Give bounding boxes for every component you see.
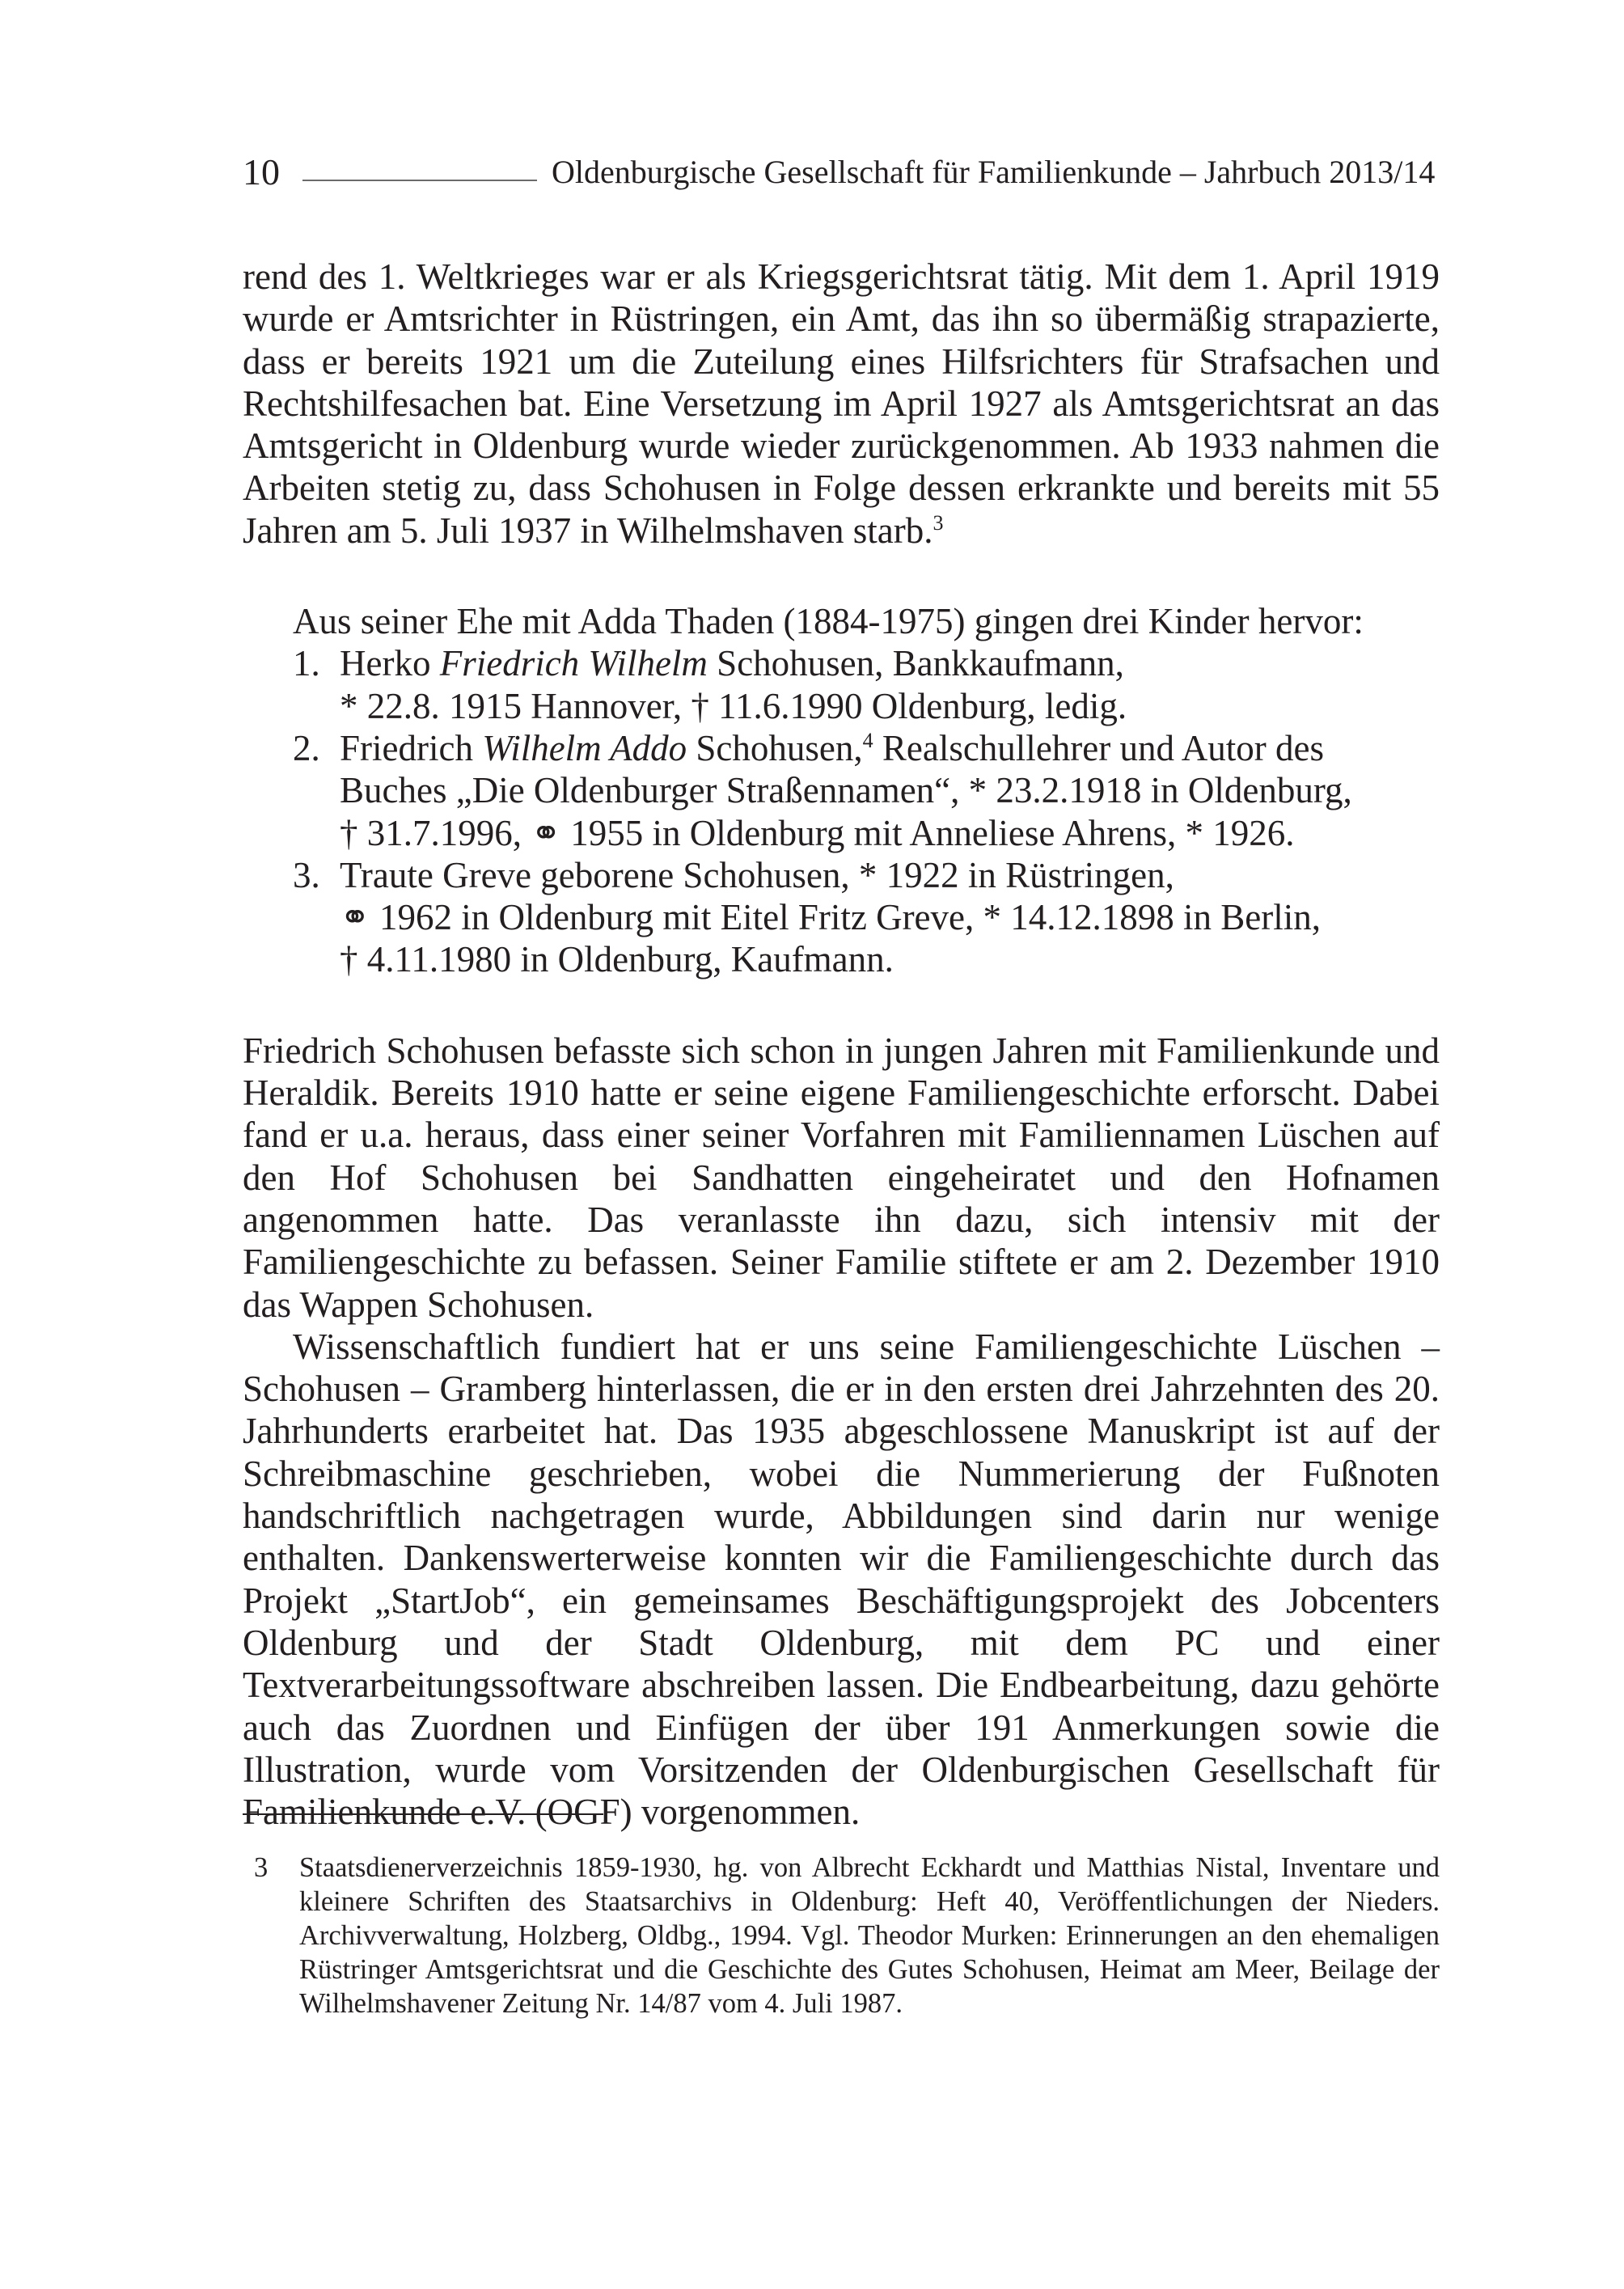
child-line: Traute Greve geborene Schohusen, * 1922 in Rüstringen, — [340, 854, 1174, 895]
paragraph-family-history: Wissenschaftlich fundiert hat er uns seine Familiengeschichte Lüschen – Schohusen – Gramberg hinterlassen, die er in den ersten drei Jahrzehnten des 20. Jahrhunderts erarbeitet hat. Das 1935 abgeschlossene Manuskript ist auf der Schreibmaschine geschrieben, wobei die Nummerierung der Fußnoten handschriftlich nachgetragen wurde, Abbildungen sind darin nur wenige enthalten. Dankenswerterweise konnten wir die Familiengeschichte durch das Projekt „StartJob“, ein gemeinsames Beschäftigungsprojekt des Jobcenters Oldenburg und der Stadt Oldenburg, mit dem PC und einer Textverarbeitungssoftware abschreiben lassen. Die Endbearbeitung, dazu gehörte auch das Zuordnen und Einfügen der über 191 Anmerkungen sowie die Illustration, wurde vom Vorsitzenden der Oldenburgischen Gesellschaft für Familienkunde e.V. (OGF) vorgenommen. — [243, 1326, 1440, 1833]
child-name-text: Realschullehrer und Autor des — [873, 727, 1324, 768]
footnote-rule — [243, 1813, 603, 1815]
paragraph-genealogy-interest: Friedrich Schohusen befasste sich schon in jungen Jahren mit Familienkunde und Heraldik. Bereits 1910 hatte er seine eigene Familiengeschichte erforscht. Dabei fand er u.a. heraus, dass einer seiner Vorfahren mit Familiennamen Lüschen auf den Hof Schohusen bei Sandhatten eingeheiratet und den Hofnamen angenommen hatte. Das veranlasste ihn dazu, sich intensiv mit der Familiengeschichte zu befassen. Seiner Familie stiftete er am 2. Dezember 1910 das Wappen Schohusen. — [243, 1030, 1440, 1325]
child-given-names-italic: Wilhelm Addo — [482, 727, 687, 768]
list-item-number: 2. — [293, 727, 320, 768]
child-line: ⚭ 1962 in Oldenburg mit Eitel Fritz Greve, * 14.12.1898 in Berlin, — [340, 897, 1321, 938]
book-page — [243, 0, 1440, 2289]
footnote-3 — [243, 1851, 1440, 2020]
list-item-child-3 — [293, 854, 1440, 981]
child-line: † 4.11.1980 in Oldenburg, Kaufmann. — [340, 939, 894, 980]
child-line: Buches „Die Oldenburger Straßennamen“, * 23.2.1918 in Oldenburg, — [340, 770, 1352, 811]
child-name-text: Herko — [340, 643, 440, 684]
paragraph-career-text: rend des 1. Weltkrieges war er als Kriegsgerichtsrat tätig. Mit dem 1. April 1919 wurde er Amtsrichter in Rüstringen, ein Amt, das ihn so übermäßig strapazierte, dass er bereits 1921 um die Zuteilung eines Hilfsrichters für Strafsachen und Rechtshilfesachen bat. Eine Versetzung im April 1927 als Amtsgerichtsrat an das Amtsgericht in Oldenburg wurde wieder zurückgenommen. Ab 1933 nahmen die Arbeiten stetig zu, dass Schohusen in Folge dessen erkrankte und bereits mit 55 Jahren am 5. Juli 1937 in Wilhelmshaven starb. — [243, 256, 1440, 551]
child-line: † 31.7.1996, ⚭ 1955 in Oldenburg mit Anneliese Ahrens, * 1926. — [340, 812, 1295, 853]
child-given-names-italic: Friedrich Wilhelm — [439, 643, 708, 684]
list-item-number: 3. — [293, 854, 320, 895]
list-item-child-2 — [293, 727, 1440, 854]
page-number: 10 — [243, 151, 280, 193]
footnote-ref-4: 4 — [862, 728, 873, 752]
paragraph-children-intro: Aus seiner Ehe mit Adda Thaden (1884-1975) gingen drei Kinder hervor: — [293, 601, 1364, 642]
running-header — [243, 144, 1440, 201]
footnote-ref-3: 3 — [933, 510, 944, 535]
children-list — [243, 642, 1440, 980]
child-line — [340, 727, 1440, 769]
running-title: Oldenburgische Gesellschaft für Familienkunde – Jahrbuch 2013/14 — [552, 154, 1436, 190]
main-text — [243, 256, 1440, 1833]
list-item-number: 1. — [293, 643, 320, 684]
header-rule — [302, 180, 537, 181]
footnote-number: 3 — [254, 1852, 269, 1883]
child-name-text: Schohusen, Bankkaufmann, — [707, 643, 1124, 684]
footnote-text: Staatsdienerverzeichnis 1859-1930, hg. von Albrecht Eckhardt und Matthias Nistal, Inventare und kleinere Schriften des Staatsarchivs in Oldenburg: Heft 40, Veröffentlichungen der Nieders. Archivverwaltung, Holzberg, Oldbg., 1994. Vgl. Theodor Murken: Erinnerungen an den ehemaligen Rüstringer Amtsgerichtsrat und die Geschichte des Gutes Schohusen, Heimat am Meer, Beilage der Wilhelmshavener Zeitung Nr. 14/87 vom 4. Juli 1987. — [299, 1852, 1440, 2019]
child-name-text: Schohusen, — [687, 727, 863, 768]
paragraph-career — [243, 256, 1440, 552]
child-line: * 22.8. 1915 Hannover, † 11.6.1990 Oldenburg, ledig. — [340, 685, 1127, 726]
list-item-child-1 — [293, 642, 1440, 727]
child-name-text: Friedrich — [340, 727, 483, 768]
footnotes — [243, 1851, 1440, 2020]
child-line — [340, 642, 1440, 684]
